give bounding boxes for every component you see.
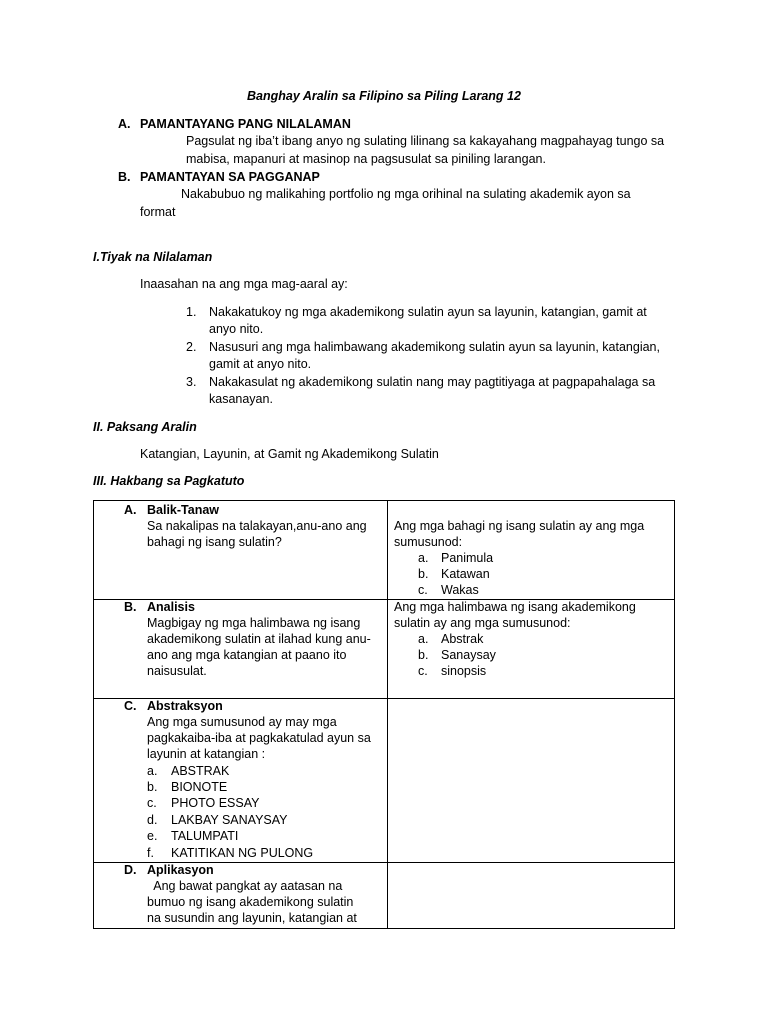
table-row	[94, 699, 675, 863]
subject-matter-text: Katangian, Layunin, at Gamit ng Akademikong Sulatin	[140, 447, 439, 461]
row-text-line: Sa nakalipas na talakayan,anu-ano ang	[147, 519, 367, 533]
section-b-line: Nakabubuo ng malikahing portfolio ng mga orihinal na sulating akademik ayon sa	[181, 187, 631, 201]
list-item: sinopsis	[441, 664, 487, 678]
table-cell	[388, 699, 675, 863]
list-item: Abstrak	[441, 632, 484, 646]
answer-line: sulatin ay ang mga sumusunod:	[394, 616, 571, 630]
table-cell	[388, 600, 675, 699]
row-letter: B.	[124, 600, 137, 614]
row-letter: A.	[124, 503, 137, 517]
row-text-line: ano ang mga katangian at paano ito	[147, 648, 347, 662]
row-letter: C.	[124, 699, 137, 713]
objective-line: anyo nito.	[209, 322, 264, 336]
row-text-line: layunin at katangian :	[147, 747, 266, 761]
table-cell	[388, 501, 675, 600]
row-text-line: Magbigay ng mga halimbawa ng isang	[147, 616, 361, 630]
row-text-line: Ang mga sumusunod ay may mga	[147, 715, 337, 729]
list-letter: a.	[418, 551, 429, 565]
list-item: LAKBAY SANAYSAY	[171, 813, 288, 827]
list-item: TALUMPATI	[171, 829, 239, 843]
objective-line: gamit at anyo nito.	[209, 357, 312, 371]
list-item: Wakas	[441, 583, 479, 597]
objective-line: Nasusuri ang mga halimbawang akademikong sulatin ayun sa layunin, katangian,	[209, 340, 660, 354]
row-text-line: bahagi ng isang sulatin?	[147, 535, 282, 549]
list-item: KATITIKAN NG PULONG	[171, 846, 314, 860]
table-cell	[94, 863, 388, 929]
row-title: Balik-Tanaw	[147, 503, 220, 517]
table-cell	[388, 863, 675, 929]
list-letter: c.	[418, 583, 428, 597]
objective-number: 3.	[186, 375, 197, 389]
section-b-letter: B.	[118, 170, 131, 184]
table-row	[94, 600, 675, 699]
row-letter: D.	[124, 863, 137, 877]
table-cell	[94, 600, 388, 699]
table-cell	[94, 699, 388, 863]
list-item: BIONOTE	[171, 780, 228, 794]
table-row	[94, 501, 675, 600]
list-item: PHOTO ESSAY	[171, 796, 260, 810]
list-letter: b.	[147, 780, 158, 794]
objective-number: 1.	[186, 305, 197, 319]
list-letter: d.	[147, 813, 158, 827]
section-a-line: mabisa, mapanuri at masinop na pagsusulat sa piniling larangan.	[186, 152, 546, 166]
list-letter: a.	[147, 764, 158, 778]
objective-line: kasanayan.	[209, 392, 273, 406]
procedure-heading: III. Hakbang sa Pagkatuto	[93, 474, 245, 488]
section-b-line: format	[140, 205, 176, 219]
section-b-heading: PAMANTAYAN SA PAGGANAP	[140, 170, 320, 184]
list-item: ABSTRAK	[171, 764, 230, 778]
list-letter: c.	[418, 664, 428, 678]
section-a-heading: PAMANTAYANG PANG NILALAMAN	[140, 117, 351, 131]
answer-line: Ang mga halimbawa ng isang akademikong	[394, 600, 636, 614]
list-letter: e.	[147, 829, 158, 843]
procedure-table	[93, 500, 675, 929]
row-text-line: akademikong sulatin at ilahad kung anu-	[147, 632, 371, 646]
objective-line: Nakakasulat ng akademikong sulatin nang may pagtitiyaga at pagpapahalaga sa	[209, 375, 656, 389]
list-letter: f.	[147, 846, 154, 860]
objectives-intro: Inaasahan na ang mga mag-aaral ay:	[140, 277, 348, 291]
section-a-line: Pagsulat ng iba’t ibang anyo ng sulating lilinang sa kakayahang magpahayag tungo sa	[186, 134, 665, 148]
row-text-line: Ang bawat pangkat ay aatasan na	[147, 879, 343, 893]
answer-line: Ang mga bahagi ng isang sulatin ay ang mga	[394, 519, 645, 533]
list-letter: b.	[418, 648, 429, 662]
row-title: Abstraksyon	[147, 699, 223, 713]
row-title: Aplikasyon	[147, 863, 214, 877]
table-cell	[94, 501, 388, 600]
list-letter: b.	[418, 567, 429, 581]
list-item: Panimula	[441, 551, 494, 565]
row-text-line: na susundin ang layunin, katangian at	[147, 911, 357, 925]
objectives-heading: I.Tiyak na Nilalaman	[93, 250, 213, 264]
answer-line: sumusunod:	[394, 535, 463, 549]
row-text-line: bumuo ng isang akademikong sulatin	[147, 895, 354, 909]
subject-matter-heading: II. Paksang Aralin	[93, 420, 197, 434]
row-text-line: pagkakaiba-iba at pagkakatulad ayun sa	[147, 731, 371, 745]
objective-line: Nakakatukoy ng mga akademikong sulatin ayun sa layunin, katangian, gamit at	[209, 305, 647, 319]
document-title: Banghay Aralin sa Filipino sa Piling Larang 12	[247, 89, 521, 103]
list-item: Katawan	[441, 567, 490, 581]
row-text-line: naisusulat.	[147, 664, 207, 678]
table-row	[94, 863, 675, 929]
list-letter: c.	[147, 796, 157, 810]
section-a-letter: A.	[118, 117, 131, 131]
row-title: Analisis	[147, 600, 195, 614]
objective-number: 2.	[186, 340, 197, 354]
list-letter: a.	[418, 632, 429, 646]
list-item: Sanaysay	[441, 648, 496, 662]
